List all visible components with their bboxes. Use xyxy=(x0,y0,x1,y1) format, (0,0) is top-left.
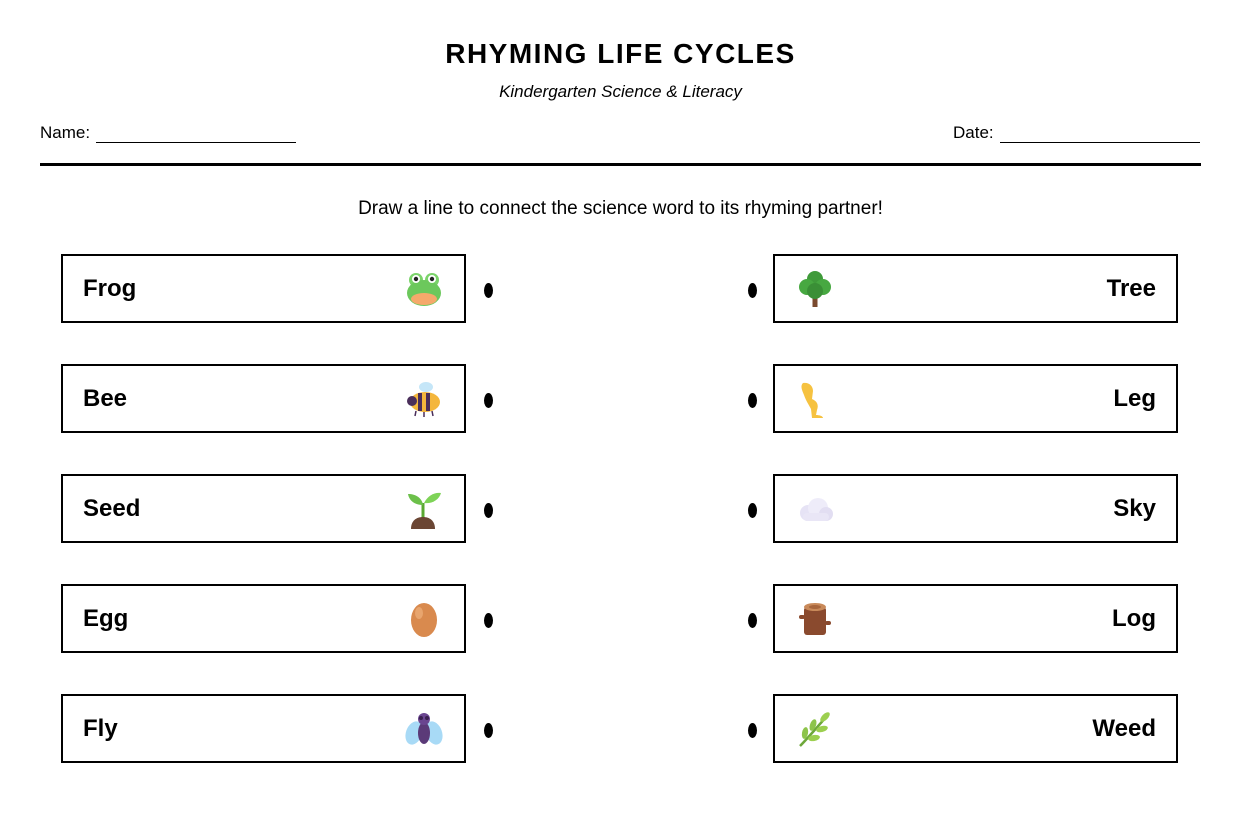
worksheet-subtitle: Kindergarten Science & Literacy xyxy=(499,82,742,101)
right-connect-dot-tree[interactable] xyxy=(748,283,757,298)
wood-log-icon xyxy=(795,599,835,639)
seedling-icon xyxy=(404,489,444,529)
left-card-frog xyxy=(61,254,466,323)
header-divider xyxy=(40,163,1201,166)
word-label: Log xyxy=(1112,604,1156,632)
right-card-log xyxy=(773,584,1178,653)
date-label: Date: xyxy=(953,123,994,142)
left-connect-dot-bee[interactable] xyxy=(484,393,493,408)
word-label: Sky xyxy=(1113,494,1156,522)
egg-icon xyxy=(404,599,444,639)
word-label: Tree xyxy=(1106,274,1156,302)
right-card-tree xyxy=(773,254,1178,323)
word-label: Leg xyxy=(1113,384,1156,412)
leg-icon xyxy=(795,379,835,419)
name-blank-line[interactable] xyxy=(96,128,296,143)
instructions-text: Draw a line to connect the science word to its rhyming partner! xyxy=(358,198,883,219)
right-card-sky xyxy=(773,474,1178,543)
right-connect-dot-sky[interactable] xyxy=(748,503,757,518)
left-connect-dot-fly[interactable] xyxy=(484,723,493,738)
left-connect-dot-frog[interactable] xyxy=(484,283,493,298)
left-connect-dot-egg[interactable] xyxy=(484,613,493,628)
right-connect-dot-log[interactable] xyxy=(748,613,757,628)
word-label: Bee xyxy=(83,384,128,412)
word-label: Seed xyxy=(83,494,141,522)
honeybee-icon xyxy=(404,379,444,419)
herb-icon xyxy=(795,709,835,749)
cloud-icon xyxy=(795,489,835,529)
left-card-fly xyxy=(61,694,466,763)
worksheet-title: RHYMING LIFE CYCLES xyxy=(445,38,796,69)
left-card-seed xyxy=(61,474,466,543)
left-card-egg xyxy=(61,584,466,653)
left-card-bee xyxy=(61,364,466,433)
right-connect-dot-leg[interactable] xyxy=(748,393,757,408)
date-blank-line[interactable] xyxy=(1000,128,1200,143)
right-connect-dot-weed[interactable] xyxy=(748,723,757,738)
name-label: Name: xyxy=(40,123,91,142)
right-card-weed xyxy=(773,694,1178,763)
word-label: Weed xyxy=(1092,714,1156,742)
left-connect-dot-seed[interactable] xyxy=(484,503,493,518)
word-label: Frog xyxy=(83,274,137,302)
word-label: Egg xyxy=(83,604,129,632)
fly-icon xyxy=(404,709,444,749)
tree-icon xyxy=(795,269,835,309)
right-card-leg xyxy=(773,364,1178,433)
name-field xyxy=(40,123,296,143)
date-field xyxy=(953,123,1200,143)
frog-face-icon xyxy=(404,269,444,309)
word-label: Fly xyxy=(83,714,118,742)
